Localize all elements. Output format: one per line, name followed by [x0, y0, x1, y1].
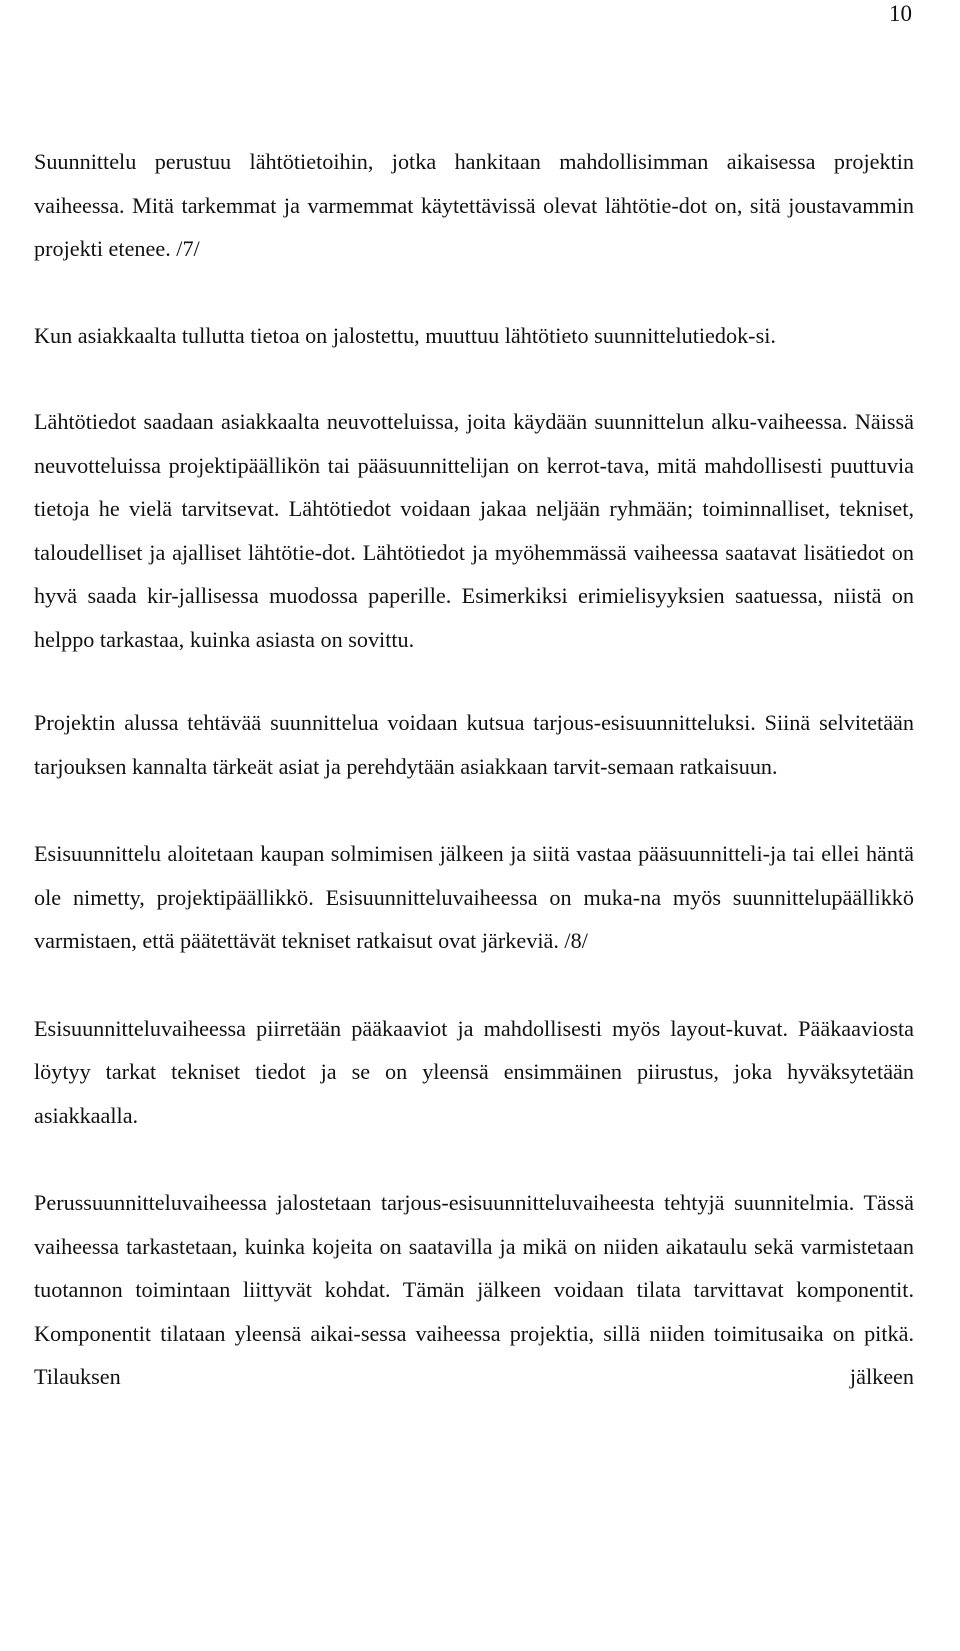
paragraph-1: Suunnittelu perustuu lähtötietoihin, jotka hankitaan mahdollisimman aikaisessa projektin vaiheessa. Mitä tarkemmat ja varmemmat käytettävissä olevat lähtötie-dot on, sitä joustavammin projekti etenee. /7/ [34, 149, 914, 261]
body-text [34, 140, 914, 1399]
paragraph-2: Kun asiakkaalta tullutta tietoa on jalostettu, muuttuu lähtötieto suunnittelutiedok-si. [34, 322, 776, 348]
paragraph-5: Esisuunnittelu aloitetaan kaupan solmimisen jälkeen ja siitä vastaa pääsuunnitteli-ja tai ellei häntä ole nimetty, projektipäällikkö. Esisuunnitteluvaiheessa on muka-na myös suunnittelupäällikkö varmistaen, että päätettävät tekniset ratkaisut ovat järkeviä. /8/ [34, 841, 914, 953]
paragraph-3: Lähtötiedot saadaan asiakkaalta neuvotteluissa, joita käydään suunnittelun alku-vaiheessa. Näissä neuvotteluissa projektipäällikön tai pääsuunnittelijan on kerrot-tava, mitä mahdollisesti puuttuvia tietoja he vielä tarvitsevat. Lähtötiedot voidaan jakaa neljään ryhmään; toiminnalliset, tekniset, taloudelliset ja ajalliset lähtötie-dot. Lähtötiedot ja myöhemmässä vaiheessa saatavat lisätiedot on hyvä saada kir-jallisessa muodossa paperille. Esimerkiksi erimielisyyksien saatuessa, niistä on helppo tarkastaa, kuinka asiasta on sovittu. [34, 409, 914, 652]
paragraph-6: Esisuunnitteluvaiheessa piirretään pääkaaviot ja mahdollisesti myös layout-kuvat. Pääkaaviosta löytyy tarkat tekniset tiedot ja se on yleensä ensimmäinen piirustus, joka hyväksytetään asiakkaalla. [34, 1015, 914, 1128]
paragraph-4: Projektin alussa tehtävää suunnittelua voidaan kutsua tarjous-esisuunnitteluksi. Siinä selvitetään tarjouksen kannalta tärkeät asiat ja perehdytään asiakkaan tarvit-semaan ratkaisuun. [34, 710, 914, 779]
page-number: 10 [889, 1, 912, 26]
paragraph-7: Perussuunnitteluvaiheessa jalostetaan tarjous-esisuunnitteluvaiheesta tehtyjä suunnitelmia. Tässä vaiheessa tarkastetaan, kuinka kojeita on saatavilla ja mikä on niiden aikataulu sekä varmistetaan tuotannon toimintaan liittyvät kohdat. Tämän jälkeen voidaan tilata tarvittavat komponentit. Komponentit tilataan yleensä aikai-sessa vaiheessa projektia, sillä niiden toimitusaika on pitkä. Tilauksen jälkeen [34, 1190, 914, 1389]
